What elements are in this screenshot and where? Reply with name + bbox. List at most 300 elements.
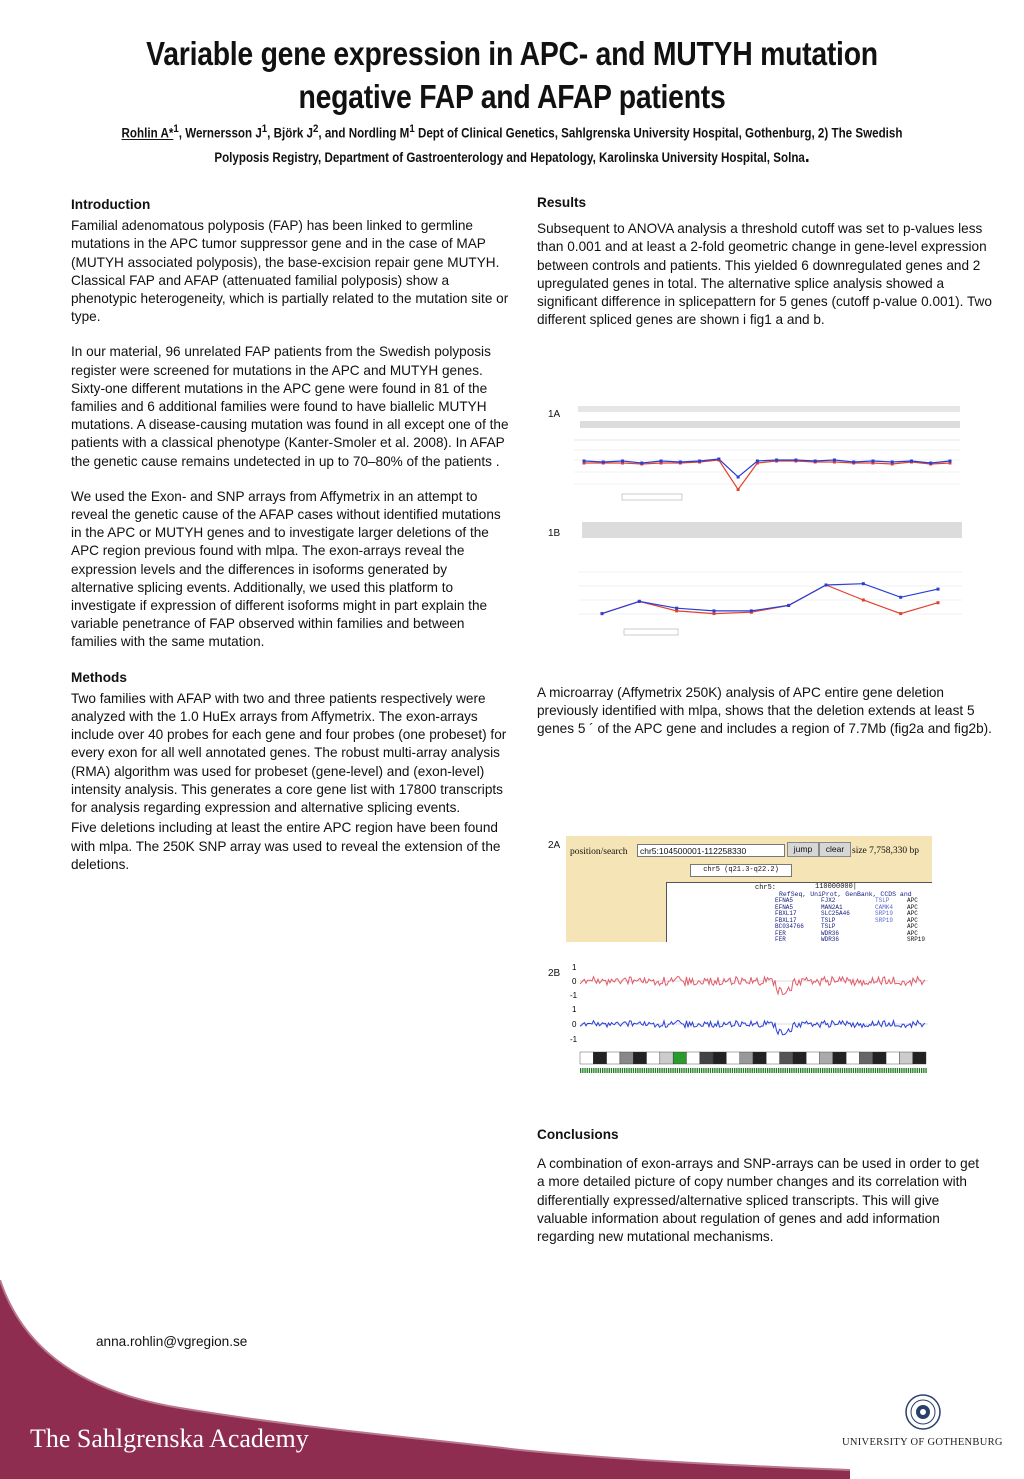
fig2b-gene-mark (725, 1068, 726, 1073)
fig2a-gene-label[interactable]: WDR36 (821, 929, 840, 937)
fig2b-gene-mark (789, 1068, 790, 1073)
fig2a-size-text: size 7,758,330 bp (852, 846, 920, 856)
fig1b-blue-point (675, 607, 678, 610)
fig2b-gene-mark (818, 1068, 819, 1073)
fig2a-gene-label[interactable]: TSLP (821, 916, 836, 924)
fig2b-gene-mark (708, 1068, 709, 1073)
fig2b-ideogram-band (726, 1052, 739, 1064)
fig1b-blue-point (899, 596, 902, 599)
fig2b-gene-mark (734, 1068, 735, 1073)
fig1a-blue-point (775, 459, 778, 462)
fig2b-gene-mark (642, 1068, 643, 1073)
fig2b-gene-mark (862, 1068, 863, 1073)
results-paragraph-2-block (537, 684, 1007, 739)
fig2b-gene-mark (857, 1068, 858, 1073)
author-d-sup: 1 (409, 123, 415, 135)
fig2b-gene-mark (747, 1068, 748, 1073)
fig2b-gene-mark (769, 1068, 770, 1073)
fig2b-gene-mark (846, 1068, 847, 1073)
fig2b-gene-mark (923, 1068, 924, 1073)
fig2a-gene-label[interactable]: TSLP (875, 897, 890, 904)
fig2b-gene-mark (591, 1068, 592, 1073)
fig1a-blue-point (949, 460, 952, 463)
fig2b-gene-mark (712, 1068, 713, 1073)
fig1b-blue-point (862, 582, 865, 585)
fig1a-label: 1A (548, 409, 561, 420)
fig2b-gene-mark (809, 1068, 810, 1073)
fig1a-blue-point (794, 459, 797, 462)
fig2b-gene-mark (811, 1068, 812, 1073)
fig2b-gene-mark (756, 1068, 757, 1073)
fig2b-ideogram-band (806, 1052, 819, 1064)
fig2a-gene-label[interactable]: FBXL17 (775, 916, 797, 924)
fig2a-gene-column-2 (821, 898, 850, 942)
fig2b-ideogram-band (620, 1052, 633, 1064)
fig2b-ideogram-band (660, 1052, 673, 1064)
fig2b-gene-mark (925, 1068, 926, 1073)
fig2a-band-box: chr5 (q21.3-q22.2) (690, 864, 792, 877)
fig2b-ideogram-band (673, 1052, 686, 1064)
fig2b-gene-mark (690, 1068, 691, 1073)
fig2b-gene-mark (910, 1068, 911, 1073)
introduction-paragraph-3: We used the Exon- and SNP arrays from Affymetrix in an attempt to reveal the genetic cause of the AFAP cases without identified mutations in the APC or MUTYH genes and to investigate larger deletions of the APC region previous found with mlpa. The exon-arrays reveal the expression levels and the differences in isoforms generated by alternative splicing events. Additionally, we used this platform to investigate if expression of different isoforms might in part explain the variable penetrance of FAP observed within families and between families with the same mutation. (71, 488, 501, 650)
fig2b-gene-mark (903, 1068, 904, 1073)
fig2b-gene-mark (815, 1068, 816, 1073)
fig2b-gene-mark (672, 1068, 673, 1073)
fig2b-gene-mark (602, 1068, 603, 1073)
fig2b-ideogram-band (633, 1052, 646, 1064)
fig1b-points (601, 582, 940, 615)
fig2b-gene-mark (866, 1068, 867, 1073)
author-b: , Wernersson J (178, 125, 262, 141)
fig2b-gene-mark (738, 1068, 739, 1073)
fig2b-tick-bottom-1: 1 (572, 1005, 577, 1014)
fig2a-scale-text: 110000000| (815, 883, 858, 891)
conclusions-section (537, 1126, 987, 1246)
fig2b-copy-number-chart (566, 962, 928, 1084)
contact-email[interactable]: anna.rohlin@vgregion.se (96, 1334, 248, 1349)
fig2b-gene-mark (593, 1068, 594, 1073)
fig1b-label: 1B (548, 528, 561, 539)
fig2a-gene-column-4 (907, 898, 925, 942)
fig2b-gene-mark (604, 1068, 605, 1073)
fig2b-gene-mark (624, 1068, 625, 1073)
fig1b-red-point (675, 609, 678, 612)
fig2a-gene-label[interactable]: FJX2 (821, 897, 836, 904)
fig2b-gene-mark (826, 1068, 827, 1073)
fig2b-gene-mark (752, 1068, 753, 1073)
methods-paragraph-1: Two families with AFAP with two and three patients respectively were analyzed with the 1.0 HuEx arrays from Affymetrix. The exon-arrays include over 40 probes for each gene and four probes (one probeset) for every exon for all well annotated genes. The robust multi-array analysis (RMA) algorithm was used for probeset (gene-level) and (exon-level) intensity analysis. This generates a core gene list with 17800 transcripts for analysis regarding expression and alternative splicing events. (71, 690, 507, 816)
fig2b-gene-mark (677, 1068, 678, 1073)
fig2b-gene-mark (868, 1068, 869, 1073)
fig1a-track-bar (578, 406, 960, 412)
fig2a-gene-label[interactable]: CAMK4 (875, 903, 894, 911)
fig1a-blue-point (910, 460, 913, 463)
fig1a-blue-point (660, 460, 663, 463)
fig2b-gene-mark (646, 1068, 647, 1073)
author-line (106, 118, 918, 169)
fig2b-gene-mark (899, 1068, 900, 1073)
conclusions-heading: Conclusions (537, 1127, 619, 1142)
fig2b-gene-mark (635, 1068, 636, 1073)
fig2a-track-title: RefSeq, UniProt, GenBank, CCDS and (779, 891, 912, 898)
results-heading: Results (537, 195, 587, 210)
fig2a-clear-button[interactable]: clear (819, 842, 851, 857)
fig2b-gene-mark (873, 1068, 874, 1073)
fig2b-gene-mark (771, 1068, 772, 1073)
fig1b-red-point (937, 601, 940, 604)
fig2b-gene-mark (754, 1068, 755, 1073)
fig1a-red-point (737, 488, 740, 491)
fig1a-series-red (584, 460, 950, 490)
fig2b-gene-mark (664, 1068, 665, 1073)
fig2b-gene-mark (833, 1068, 834, 1073)
fig1a-blue-point (679, 461, 682, 464)
fig2a-gene-label[interactable]: TSLP (821, 923, 836, 930)
fig2b-gene-mark (875, 1068, 876, 1073)
fig2b-gene-mark (760, 1068, 761, 1073)
fig2b-gene-mark (584, 1068, 585, 1073)
results-section (537, 194, 1007, 329)
fig2b-gene-mark (919, 1068, 920, 1073)
fig2b-gene-mark (879, 1068, 880, 1073)
fig1a-blue-point (621, 460, 624, 463)
fig2b-gene-mark (831, 1068, 832, 1073)
affiliation-2: Polyposis Registry, Department of Gastroenterology and Hepatology, Karolinska University Hospital, Solna (214, 149, 805, 165)
fig2b-gene-mark (694, 1068, 695, 1073)
fig2b-gene-mark (716, 1068, 717, 1073)
fig2a-gene-label[interactable]: SRP19 (907, 936, 926, 942)
fig2b-gene-mark (853, 1068, 854, 1073)
fig2b-tick-bottom-neg1: -1 (570, 1035, 578, 1044)
fig2b-tick-top-1: 1 (572, 963, 577, 972)
fig2a-chr-label: chr5: (755, 884, 777, 892)
fig2b-gene-track (580, 1068, 927, 1073)
fig2b-gene-mark (626, 1068, 627, 1073)
fig2b-gene-mark (622, 1068, 623, 1073)
fig1b-blue-point (750, 609, 753, 612)
fig2b-gene-mark (780, 1068, 781, 1073)
fig2a-gene-label[interactable]: SRP19 (875, 910, 894, 917)
fig2b-gene-mark (824, 1068, 825, 1073)
fig2b-gene-mark (613, 1068, 614, 1073)
fig2b-gene-mark (710, 1068, 711, 1073)
fig2b-gene-mark (897, 1068, 898, 1073)
first-author-sup: 1 (173, 123, 179, 135)
fig2b-ideogram-band (713, 1052, 726, 1064)
fig2b-ideogram-band (820, 1052, 833, 1064)
fig1a-blue-point (756, 460, 759, 463)
fig2b-ideogram-band (873, 1052, 886, 1064)
fig2b-gene-mark (659, 1068, 660, 1073)
fig2a-gene-label[interactable]: MAN2A1 (821, 903, 843, 911)
introduction-paragraph-1: Familial adenomatous polyposis (FAP) has been linked to germline mutations in the APC tumor suppressor gene and in the case of MAP (MUTYH associated polyposis), the base-excision repair gene MUTYH. Classical FAP and AFAP (attenuated familial polyposis) show a phenotypic heterogeneity, which is partially related to the mutation site or type. (71, 218, 509, 325)
fig2b-gene-mark (745, 1068, 746, 1073)
fig2b-gene-mark (776, 1068, 777, 1073)
fig1b-blue-point (638, 600, 641, 603)
fig2a-gene-label[interactable]: BC034766 (775, 923, 804, 930)
fig2b-ideogram-band (686, 1052, 699, 1064)
fig2b-gene-mark (679, 1068, 680, 1073)
fig2b-gene-mark (743, 1068, 744, 1073)
fig2b-gene-mark (851, 1068, 852, 1073)
fig2b-gene-mark (855, 1068, 856, 1073)
fig2b-ideogram-band (740, 1052, 753, 1064)
fig2b-ideogram-band (833, 1052, 846, 1064)
fig1a-gene-bar (580, 421, 960, 428)
fig2b-gene-mark (600, 1068, 601, 1073)
fig2b-gene-mark (837, 1068, 838, 1073)
fig2b-gene-mark (886, 1068, 887, 1073)
fig2a-gene-label[interactable]: EFNA5 (775, 897, 794, 904)
fig2b-label: 2B (548, 968, 561, 979)
fig2b-gene-mark (840, 1068, 841, 1073)
fig2b-gene-mark (917, 1068, 918, 1073)
fig2a-gene-column-1 (775, 898, 804, 942)
fig1b-series-red (602, 585, 938, 614)
fig2b-gene-mark (609, 1068, 610, 1073)
fig2b-gene-mark (650, 1068, 651, 1073)
fig2b-gene-mark (890, 1068, 891, 1073)
fig1b-legend-box (624, 629, 678, 635)
fig2b-ideogram-band (607, 1052, 620, 1064)
fig2a-gene-label[interactable]: APC (907, 910, 918, 917)
fig2b-gene-mark (699, 1068, 700, 1073)
fig2b-gene-mark (765, 1068, 766, 1073)
fig2b-gene-mark (791, 1068, 792, 1073)
fig2a-position-label: position/search (570, 847, 628, 857)
author-c-sup: 2 (312, 123, 319, 135)
fig1b-blue-point (713, 609, 716, 612)
university-seal-icon (904, 1393, 942, 1431)
fig2a-gene-label[interactable]: APC (907, 923, 918, 930)
fig1a-blue-point (814, 460, 817, 463)
fig2b-gene-mark (595, 1068, 596, 1073)
fig2a-genome-browser (566, 836, 932, 942)
fig2b-gene-mark (719, 1068, 720, 1073)
fig2b-gene-mark (877, 1068, 878, 1073)
fig2b-gene-mark (906, 1068, 907, 1073)
fig1b-red-point (862, 599, 865, 602)
fig2b-ideogram-band (700, 1052, 713, 1064)
fig2b-gene-mark (666, 1068, 667, 1073)
fig2b-gene-mark (655, 1068, 656, 1073)
fig2a-jump-button[interactable]: jump (787, 842, 819, 857)
fig1a-blue-point (891, 461, 894, 464)
fig2a-gene-label[interactable]: FER (775, 929, 786, 937)
conclusions-paragraph: A combination of exon-arrays and SNP-arrays can be used in order to get a more detailed picture of copy number changes and its correlation with differentially expressed/alternative spliced transcripts. This will give valuable information about regulation of genes and add information regarding new mutational mechanisms. (537, 1156, 980, 1245)
fig2b-gene-mark (705, 1068, 706, 1073)
fig2b-series-blue (580, 1021, 925, 1035)
fig2b-gene-mark (580, 1068, 581, 1073)
fig1a-blue-point (737, 476, 740, 479)
fig2b-ideogram-band (753, 1052, 766, 1064)
fig2b-gene-mark (807, 1068, 808, 1073)
fig2b-gene-mark (804, 1068, 805, 1073)
fig2b-gene-mark (675, 1068, 676, 1073)
fig2b-gene-mark (701, 1068, 702, 1073)
fig2b-gene-mark (668, 1068, 669, 1073)
fig2b-gene-mark (633, 1068, 634, 1073)
fig2b-gene-mark (796, 1068, 797, 1073)
fig2a-gene-label[interactable]: WDR36 (821, 936, 840, 942)
fig2b-gene-mark (582, 1068, 583, 1073)
fig2b-gene-mark (736, 1068, 737, 1073)
fig2a-track-panel (666, 882, 932, 942)
fig2b-gene-mark (785, 1068, 786, 1073)
left-column (71, 196, 511, 874)
fig2b-gene-mark (835, 1068, 836, 1073)
fig1a-blue-point (583, 460, 586, 463)
fig2b-gene-mark (657, 1068, 658, 1073)
fig2b-gene-mark (732, 1068, 733, 1073)
fig2b-gene-mark (800, 1068, 801, 1073)
fig2b-gene-mark (859, 1068, 860, 1073)
fig2b-gene-mark (829, 1068, 830, 1073)
fig2a-gene-label[interactable]: FER (775, 936, 786, 942)
fig2b-gene-mark (653, 1068, 654, 1073)
fig2b-gene-mark (587, 1068, 588, 1073)
fig2b-gene-mark (802, 1068, 803, 1073)
fig2b-ideogram-band (780, 1052, 793, 1064)
fig2b-tick-top-neg1: -1 (570, 991, 578, 1000)
fig2b-gene-mark (798, 1068, 799, 1073)
fig2a-gene-label[interactable]: APC (907, 929, 918, 937)
fig2b-gene-mark (914, 1068, 915, 1073)
fig2a-gene-label[interactable]: FBXL17 (775, 910, 797, 917)
methods-paragraph-2: Five deletions including at least the entire APC region have been found with mlpa. The 250K SNP array was used to reveal the extension of the deletions. (71, 820, 501, 872)
methods-heading: Methods (71, 669, 127, 685)
fig2b-gene-mark (741, 1068, 742, 1073)
fig1a-blue-point (833, 459, 836, 462)
fig1b-gene-bar (582, 522, 962, 538)
author-c: , Björk J (267, 125, 313, 141)
fig2b-gene-mark (686, 1068, 687, 1073)
fig1a-blue-point (929, 462, 932, 465)
fig2b-gene-mark (820, 1068, 821, 1073)
fig2b-ideogram-band (793, 1052, 806, 1064)
title-line-1: Variable gene expression in APC- and MUTYH mutation (146, 35, 878, 72)
fig2b-gene-mark (844, 1068, 845, 1073)
fig2b-gene-mark (782, 1068, 783, 1073)
fig2b-gene-mark (778, 1068, 779, 1073)
results-paragraph-1: Subsequent to ANOVA analysis a threshold cutoff was set to p-values less than 0.001 and at least a 2-fold geometric change in gene-level expression between controls and patients. This yielded 6 downregulated genes and 2 upregulated genes in total. The alternative splice analysis showed a significant difference in splicepattern for 5 genes (cutoff p-value 0.001). Two different spliced genes are shown i fig1 a and b. (537, 221, 992, 328)
fig2b-gene-mark (749, 1068, 750, 1073)
fig2b-gene-mark (842, 1068, 843, 1073)
fig2b-gene-mark (767, 1068, 768, 1073)
fig2b-gene-mark (697, 1068, 698, 1073)
fig2a-gene-label[interactable]: EFNA5 (775, 903, 794, 911)
fig2b-gene-mark (892, 1068, 893, 1073)
fig2b-gene-mark (639, 1068, 640, 1073)
fig2b-gene-mark (611, 1068, 612, 1073)
fig2b-gene-mark (870, 1068, 871, 1073)
affiliation-1: Dept of Clinical Genetics, Sahlgrenska University Hospital, Gothenburg, 2) The Swedish (414, 125, 903, 141)
title-line-2: negative FAP and AFAP patients (298, 78, 726, 115)
fig2a-gene-label[interactable]: APC (907, 903, 918, 911)
fig2a-gene-column-3 (875, 898, 893, 924)
fig2b-gene-mark (912, 1068, 913, 1073)
first-author: Rohlin A* (121, 125, 174, 141)
fig2b-tick-bottom-0: 0 (572, 1020, 577, 1029)
fig2b-gene-mark (908, 1068, 909, 1073)
fig2b-gene-mark (822, 1068, 823, 1073)
fig2a-gene-label[interactable]: SRP19 (875, 916, 894, 924)
fig1b-chart (574, 510, 964, 640)
university-name: UNIVERSITY OF GOTHENBURG (842, 1437, 1003, 1448)
fig2b-ideogram-band (913, 1052, 926, 1064)
fig2b-gene-mark (661, 1068, 662, 1073)
fig2b-gene-mark (793, 1068, 794, 1073)
fig2a-position-input[interactable]: chr5:104500001-112258330 (637, 844, 785, 857)
fig2b-gene-mark (670, 1068, 671, 1073)
fig2b-gene-mark (620, 1068, 621, 1073)
fig1a-blue-point (852, 461, 855, 464)
fig2a-gene-label[interactable]: SLC25A46 (821, 910, 850, 917)
fig1b-blue-point (937, 588, 940, 591)
fig1b-blue-point (601, 612, 604, 615)
fig1a-legend-box (622, 494, 682, 500)
fig2b-gene-mark (606, 1068, 607, 1073)
fig2b-series-red (580, 977, 925, 995)
fig2b-gene-mark (813, 1068, 814, 1073)
author-d: , and Nordling M (318, 125, 410, 141)
sahlgrenska-academy-logo-text: The Sahlgrenska Academy (30, 1424, 309, 1453)
affiliation-period: . (804, 144, 810, 167)
fig2a-gene-label[interactable]: APC (907, 916, 918, 924)
fig2b-gene-mark (727, 1068, 728, 1073)
fig2b-gene-mark (884, 1068, 885, 1073)
fig2b-gene-mark (895, 1068, 896, 1073)
fig2a-gene-label[interactable]: APC (907, 897, 918, 904)
fig1b-blue-point (825, 584, 828, 587)
fig2b-gene-mark (774, 1068, 775, 1073)
fig2b-gene-mark (688, 1068, 689, 1073)
fig2b-gene-mark (644, 1068, 645, 1073)
fig1a-chart (570, 402, 962, 508)
fig2b-gene-mark (730, 1068, 731, 1073)
fig1b-red-point (899, 612, 902, 615)
fig2b-gene-mark (721, 1068, 722, 1073)
fig1a-blue-point (871, 460, 874, 463)
fig2b-tick-top-0: 0 (572, 977, 577, 986)
fig2b-gene-mark (617, 1068, 618, 1073)
fig2b-gene-mark (901, 1068, 902, 1073)
fig2b-gene-mark (714, 1068, 715, 1073)
fig1a-blue-point (640, 462, 643, 465)
fig2b-gene-mark (787, 1068, 788, 1073)
fig2b-gene-mark (648, 1068, 649, 1073)
introduction-heading: Introduction (71, 197, 151, 212)
fig2b-gene-mark (615, 1068, 616, 1073)
fig2b-gene-mark (921, 1068, 922, 1073)
fig2b-gene-mark (723, 1068, 724, 1073)
fig1b-red-point (713, 612, 716, 615)
fig1a-blue-point (698, 460, 701, 463)
fig2b-gene-mark (631, 1068, 632, 1073)
fig1b-blue-point (787, 604, 790, 607)
fig2b-ideogram-band (580, 1052, 593, 1064)
fig2b-gene-mark (763, 1068, 764, 1073)
author-b-sup: 1 (261, 123, 268, 135)
fig1a-blue-point (602, 461, 605, 464)
fig2b-ideogram-band (859, 1052, 872, 1064)
fig2b-gene-mark (888, 1068, 889, 1073)
fig2b-gene-mark (864, 1068, 865, 1073)
fig2b-gene-mark (637, 1068, 638, 1073)
introduction-paragraph-2: In our material, 96 unrelated FAP patients from the Swedish polyposis register were screened for mutations in the APC and MUTYH genes. Sixty-one different mutations in the APC gene were found in 81 of the families and 6 additional families were found to have biallelic MUTYH mutations. A disease-causing mutation was found in all except one of the patients with a classical phenotype (Kanter-Smoler et al. 2008). In AFAP the genetic cause remains undetected in up to 70–80% of the patients . (71, 344, 509, 469)
fig2b-gene-mark (628, 1068, 629, 1073)
